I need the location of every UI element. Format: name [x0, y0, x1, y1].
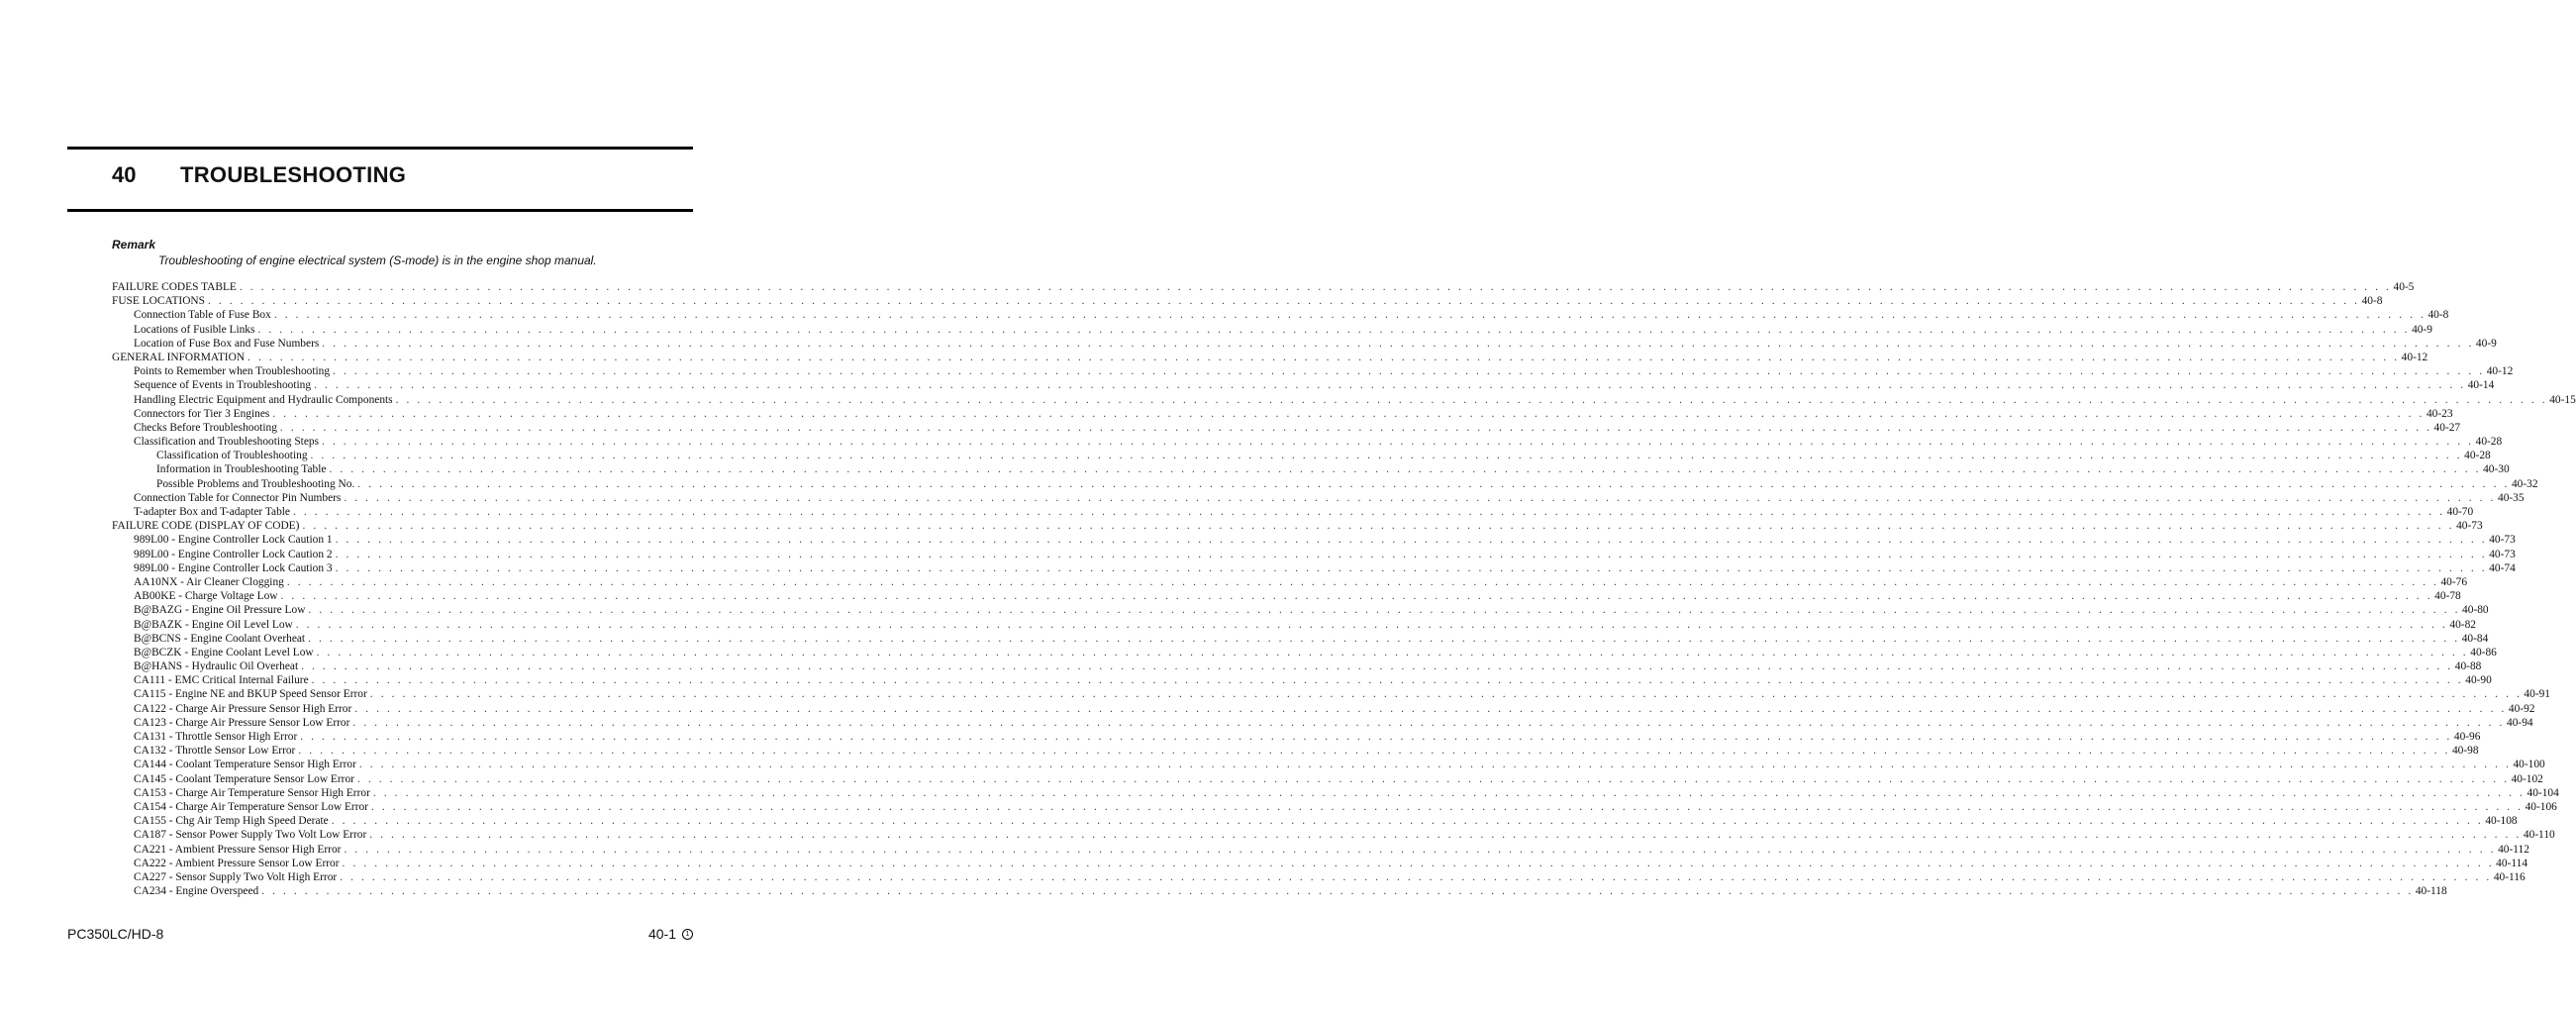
- toc-entry[interactable]: [112, 730, 2481, 744]
- toc-entry[interactable]: [112, 772, 2543, 786]
- toc-entry-page: 40-14: [2467, 379, 2495, 392]
- toc-entry-page: 40-12: [2486, 365, 2514, 378]
- toc-entry-page: 40-114: [2496, 857, 2528, 869]
- toc-leader-dots: . . . . . . . . . . . . . . . . . . . . . . . . . . . . . . . . . . . . . . . . . . . . . . . . . . . . . . . . . . . . . . . . . . . . . . . . . . . . . . . . . . . . . . . . . . . . . . . . . . . . . . . . . . . . . . . . . . . . . . . . . . . . . . . . . . . . . . . . . . . . . . . . . . . . . . . . . . . . . . . . . . . . . . . . . . . . . . . . . . . . . . . . . . . . . . . . . . . . . . . .: [293, 506, 2445, 518]
- toc-entry-title: 989L00 - Engine Controller Lock Caution 2: [134, 548, 333, 560]
- toc-entry[interactable]: [112, 870, 2526, 884]
- toc-entry-title: T-adapter Box and T-adapter Table: [134, 506, 290, 518]
- toc-entry[interactable]: [112, 673, 2492, 687]
- toc-entry[interactable]: [112, 589, 2461, 603]
- toc-entry-page: 40-27: [2433, 421, 2461, 434]
- toc-entry-title: AA10NX - Air Cleaner Clogging: [134, 575, 284, 588]
- toc-entry[interactable]: [112, 744, 2479, 758]
- toc-entry-title: Classification and Troubleshooting Steps: [134, 436, 319, 449]
- toc-entry-title: B@BCNS - Engine Coolant Overheat: [134, 632, 306, 645]
- toc-entry-title: CA115 - Engine NE and BKUP Speed Sensor Error: [134, 688, 367, 701]
- toc-entry-page: 40-23: [2426, 407, 2453, 420]
- toc-entry-title: CA234 - Engine Overspeed: [134, 885, 259, 898]
- toc-leader-dots: . . . . . . . . . . . . . . . . . . . . . . . . . . . . . . . . . . . . . . . . . . . . . . . . . . . . . . . . . . . . . . . . . . . . . . . . . . . . . . . . . . . . . . . . . . . . . . . . . . . . . . . . . . . . . . . . . . . . . . . . . . . . . . . . . . . . . . . . . . . . . . . . . . . . . . . . . . . . . . . . . . . . . . . . . . . . . . . . . . . . . . . . . . . . . . . . . . . . . . . .: [298, 745, 2450, 758]
- toc-entry-page: 40-28: [2475, 436, 2503, 449]
- footer-model: PC350LC/HD-8: [67, 926, 164, 942]
- toc-leader-dots: . . . . . . . . . . . . . . . . . . . . . . . . . . . . . . . . . . . . . . . . . . . . . . . . . . . . . . . . . . . . . . . . . . . . . . . . . . . . . . . . . . . . . . . . . . . . . . . . . . . . . . . . . . . . . . . . . . . . . . . . . . . . . . . . . . . . . . . . . . . . . . . . . . . . . . . . . . . . . . . . . . . . . . . . . . . . . . . . . . . . . . . . . . . . . . . . . . . . . . . .: [358, 759, 2512, 771]
- toc-leader-dots: . . . . . . . . . . . . . . . . . . . . . . . . . . . . . . . . . . . . . . . . . . . . . . . . . . . . . . . . . . . . . . . . . . . . . . . . . . . . . . . . . . . . . . . . . . . . . . . . . . . . . . . . . . . . . . . . . . . . . . . . . . . . . . . . . . . . . . . . . . . . . . . . . . . . . . . . . . . . . . . . . . . . . . . . . . . . . . . . . . . . . . . . . . . . . . . . . . . . . . . .: [357, 477, 2510, 490]
- toc-leader-dots: . . . . . . . . . . . . . . . . . . . . . . . . . . . . . . . . . . . . . . . . . . . . . . . . . . . . . . . . . . . . . . . . . . . . . . . . . . . . . . . . . . . . . . . . . . . . . . . . . . . . . . . . . . . . . . . . . . . . . . . . . . . . . . . . . . . . . . . . . . . . . . . . . . . . . . . . . . . . . . . . . . . . . . . . . . . . . . . . . . . . . . . . . . . . . . . . . . . . . . . .: [279, 421, 2432, 434]
- toc-entry-title: CA154 - Charge Air Temperature Sensor Low Error: [134, 800, 368, 813]
- toc-entry-title: Classification of Troubleshooting: [156, 450, 308, 462]
- toc-entry-page: 40-88: [2454, 660, 2482, 673]
- toc-leader-dots: . . . . . . . . . . . . . . . . . . . . . . . . . . . . . . . . . . . . . . . . . . . . . . . . . . . . . . . . . . . . . . . . . . . . . . . . . . . . . . . . . . . . . . . . . . . . . . . . . . . . . . . . . . . . . . . . . . . . . . . . . . . . . . . . . . . . . . . . . . . . . . . . . . . . . . . . . . . . . . . . . . . . . . . . . . . . . . . . . . . . . . . . . . . . . . . . . . . . . . . .: [335, 548, 2488, 560]
- toc-entry-page: 40-98: [2451, 745, 2479, 758]
- toc-entry-title: CA227 - Sensor Supply Two Volt High Error: [134, 870, 338, 883]
- toc-entry-title: GENERAL INFORMATION: [112, 351, 246, 363]
- toc-leader-dots: . . . . . . . . . . . . . . . . . . . . . . . . . . . . . . . . . . . . . . . . . . . . . . . . . . . . . . . . . . . . . . . . . . . . . . . . . . . . . . . . . . . . . . . . . . . . . . . . . . . . . . . . . . . . . . . . . . . . . . . . . . . . . . . . . . . . . . . . . . . . . . . . . . . . . . . . . . . . . . . . . . . . . . . . . . . . . . . . . . . . . . . . . . . . . . . . . . . . . . . .: [300, 731, 2452, 743]
- toc-entry-page: 40-100: [2513, 759, 2545, 771]
- toc-entry-page: 40-84: [2461, 632, 2489, 645]
- toc-entry-title: B@BCZK - Engine Coolant Level Low: [134, 646, 314, 659]
- toc-leader-dots: . . . . . . . . . . . . . . . . . . . . . . . . . . . . . . . . . . . . . . . . . . . . . . . . . . . . . . . . . . . . . . . . . . . . . . . . . . . . . . . . . . . . . . . . . . . . . . . . . . . . . . . . . . . . . . . . . . . . . . . . . . . . . . . . . . . . . . . . . . . . . . . . . . . . . . . . . . . . . . . . . . . . . . . . . . . . . . . . . . . . . . . . . . . . . . . . . . . . . . . .: [308, 632, 2460, 645]
- toc-entry-page: 40-8: [2361, 295, 2383, 308]
- remark-label: Remark: [112, 238, 156, 252]
- toc-entry-title: B@BAZG - Engine Oil Pressure Low: [134, 604, 306, 617]
- toc-leader-dots: . . . . . . . . . . . . . . . . . . . . . . . . . . . . . . . . . . . . . . . . . . . . . . . . . . . . . . . . . . . . . . . . . . . . . . . . . . . . . . . . . . . . . . . . . . . . . . . . . . . . . . . . . . . . . . . . . . . . . . . . . . . . . . . . . . . . . . . . . . . . . . . . . . . . . . . . . . . . . . . . . . . . . . . . . . . . . . . . . . . . . . . . . . . . . . . . . . . . . . . .: [310, 450, 2463, 462]
- toc-entry[interactable]: [112, 716, 2533, 730]
- toc-entry[interactable]: [112, 646, 2497, 659]
- toc-entry[interactable]: [112, 505, 2474, 519]
- toc-leader-dots: . . . . . . . . . . . . . . . . . . . . . . . . . . . . . . . . . . . . . . . . . . . . . . . . . . . . . . . . . . . . . . . . . . . . . . . . . . . . . . . . . . . . . . . . . . . . . . . . . . . . . . . . . . . . . . . . . . . . . . . . . . . . . . . . . . . . . . . . . . . . . . . . . . . . . . . . . . . . . . . . . . . . . . . . . . . . . . . . . . . . . . . . . . . . . . . . . . . . . . . .: [301, 660, 2453, 673]
- toc-leader-dots: . . . . . . . . . . . . . . . . . . . . . . . . . . . . . . . . . . . . . . . . . . . . . . . . . . . . . . . . . . . . . . . . . . . . . . . . . . . . . . . . . . . . . . . . . . . . . . . . . . . . . . . . . . . . . . . . . . . . . . . . . . . . . . . . . . . . . . . . . . . . . . . . . . . . . . . . . . . . . . . . . . . . . . . . . . . . . . . . . . . . . . . . . . . . . . . . . . . . . . . .: [395, 393, 2548, 406]
- toc-entry-page: 40-102: [2511, 772, 2543, 785]
- toc-entry[interactable]: [112, 477, 2538, 491]
- toc-entry-title: CA153 - Charge Air Temperature Sensor High Error: [134, 786, 370, 799]
- toc-leader-dots: . . . . . . . . . . . . . . . . . . . . . . . . . . . . . . . . . . . . . . . . . . . . . . . . . . . . . . . . . . . . . . . . . . . . . . . . . . . . . . . . . . . . . . . . . . . . . . . . . . . . . . . . . . . . . . . . . . . . . . . . . . . . . . . . . . . . . . . . . . . . . . . . . . . . . . . . . . . . . . . . . . . . . . . . . . . . . . . . . . . . . . . . . . . . . . . . . . . . . . . .: [344, 491, 2496, 504]
- toc-entry-title: CA155 - Chg Air Temp High Speed Derate: [134, 815, 329, 828]
- top-rule: [67, 147, 693, 150]
- toc-entry-page: 40-32: [2511, 477, 2538, 490]
- toc-entry-page: 40-73: [2489, 548, 2516, 560]
- toc-entry-title: FAILURE CODE (DISPLAY OF CODE): [112, 520, 300, 533]
- toc-leader-dots: . . . . . . . . . . . . . . . . . . . . . . . . . . . . . . . . . . . . . . . . . . . . . . . . . . . . . . . . . . . . . . . . . . . . . . . . . . . . . . . . . . . . . . . . . . . . . . . . . . . . . . . . . . . . . . . . . . . . . . . . . . . . . . . . . . . . . . . . . . . . . . . . . . . . . . . . . . . . . . . . . . . . . . . . . . . . . . . . . . . . . . . . . . . . . . . . . . . . . . . .: [295, 618, 2448, 631]
- toc-entry-title: Checks Before Troubleshooting: [134, 421, 277, 434]
- toc-entry-title: Locations of Fusible Links: [134, 323, 255, 336]
- chapter-number: 40: [112, 162, 137, 187]
- toc-entry-page: 40-118: [2415, 885, 2447, 898]
- toc-entry[interactable]: [112, 351, 2428, 364]
- toc-entry[interactable]: [112, 618, 2476, 632]
- toc-entry-page: 40-74: [2489, 561, 2516, 574]
- toc-entry-title: B@HANS - Hydraulic Oil Overheat: [134, 660, 299, 673]
- toc-leader-dots: . . . . . . . . . . . . . . . . . . . . . . . . . . . . . . . . . . . . . . . . . . . . . . . . . . . . . . . . . . . . . . . . . . . . . . . . . . . . . . . . . . . . . . . . . . . . . . . . . . . . . . . . . . . . . . . . . . . . . . . . . . . . . . . . . . . . . . . . . . . . . . . . . . . . . . . . . . . . . . . . . . . . . . . . . . . . . . . . . . . . . . . . . . . . . . . . . . . . . . . .: [340, 870, 2492, 883]
- toc-entry[interactable]: [112, 758, 2545, 771]
- toc-entry-page: 40-35: [2498, 491, 2525, 504]
- toc-entry-title: Information in Troubleshooting Table: [156, 463, 327, 476]
- toc-leader-dots: . . . . . . . . . . . . . . . . . . . . . . . . . . . . . . . . . . . . . . . . . . . . . . . . . . . . . . . . . . . . . . . . . . . . . . . . . . . . . . . . . . . . . . . . . . . . . . . . . . . . . . . . . . . . . . . . . . . . . . . . . . . . . . . . . . . . . . . . . . . . . . . . . . . . . . . . . . . . . . . . . . . . . . . . . . . . . . . . . . . . . . . . . . . . . . . . . . . . . . . .: [356, 772, 2510, 785]
- chapter-title: TROUBLESHOOTING: [180, 162, 407, 187]
- toc-entry[interactable]: [112, 702, 2535, 716]
- toc-entry-page: 40-9: [2412, 323, 2432, 336]
- toc-entry-page: 40-30: [2483, 463, 2510, 476]
- toc-leader-dots: . . . . . . . . . . . . . . . . . . . . . . . . . . . . . . . . . . . . . . . . . . . . . . . . . . . . . . . . . . . . . . . . . . . . . . . . . . . . . . . . . . . . . . . . . . . . . . . . . . . . . . . . . . . . . . . . . . . . . . . . . . . . . . . . . . . . . . . . . . . . . . . . . . . . . . . . . . . . . . . . . . . . . . . . . . . . . . . . . . . . . . . . . . . . . . . . . . . . . . . .: [257, 323, 2411, 336]
- toc-entry-page: 40-73: [2456, 520, 2483, 533]
- page-number: 40-1: [647, 926, 676, 942]
- toc-entry[interactable]: [112, 814, 2518, 828]
- toc-entry-page: 40-104: [2526, 786, 2559, 799]
- toc-entry-page: 40-82: [2449, 618, 2476, 631]
- toc-entry-title: Connection Table of Fuse Box: [134, 309, 271, 322]
- toc-entry[interactable]: [112, 561, 2516, 575]
- toc-entry-title: CA111 - EMC Critical Internal Failure: [134, 674, 309, 687]
- footer-page-number: [648, 926, 693, 942]
- toc-leader-dots: . . . . . . . . . . . . . . . . . . . . . . . . . . . . . . . . . . . . . . . . . . . . . . . . . . . . . . . . . . . . . . . . . . . . . . . . . . . . . . . . . . . . . . . . . . . . . . . . . . . . . . . . . . . . . . . . . . . . . . . . . . . . . . . . . . . . . . . . . . . . . . . . . . . . . . . . . . . . . . . . . . . . . . . . . . . . . . . . . . . . . . . . . . . . . . . . . . . . . . . .: [314, 379, 2466, 392]
- toc-entry[interactable]: [112, 449, 2491, 462]
- toc-entry-title: 989L00 - Engine Controller Lock Caution 3: [134, 561, 333, 574]
- toc-entry-title: Points to Remember when Troubleshooting: [134, 365, 331, 378]
- toc-entry[interactable]: [112, 800, 2557, 814]
- toc-entry[interactable]: [112, 857, 2528, 870]
- toc-entry-page: 40-9: [2475, 337, 2497, 350]
- toc-entry-page: 40-70: [2446, 506, 2474, 518]
- toc-entry-title: CA221 - Ambient Pressure Sensor High Error: [134, 843, 342, 856]
- toc-leader-dots: . . . . . . . . . . . . . . . . . . . . . . . . . . . . . . . . . . . . . . . . . . . . . . . . . . . . . . . . . . . . . . . . . . . . . . . . . . . . . . . . . . . . . . . . . . . . . . . . . . . . . . . . . . . . . . . . . . . . . . . . . . . . . . . . . . . . . . . . . . . . . . . . . . . . . . . . . . . . . . . . . . . . . . . . . . . . . . . . . . . . . . . . . . . . . . . . . . . . . . . .: [273, 309, 2427, 322]
- toc-entry[interactable]: [112, 491, 2525, 505]
- toc-leader-dots: . . . . . . . . . . . . . . . . . . . . . . . . . . . . . . . . . . . . . . . . . . . . . . . . . . . . . . . . . . . . . . . . . . . . . . . . . . . . . . . . . . . . . . . . . . . . . . . . . . . . . . . . . . . . . . . . . . . . . . . . . . . . . . . . . . . . . . . . . . . . . . . . . . . . . . . . . . . . . . . . . . . . . . . . . . . . . . . . . . . . . . . . . . . . . . . . . . . . . . . .: [239, 281, 2392, 293]
- toc-leader-dots: . . . . . . . . . . . . . . . . . . . . . . . . . . . . . . . . . . . . . . . . . . . . . . . . . . . . . . . . . . . . . . . . . . . . . . . . . . . . . . . . . . . . . . . . . . . . . . . . . . . . . . . . . . . . . . . . . . . . . . . . . . . . . . . . . . . . . . . . . . . . . . . . . . . . . . . . . . . . . . . . . . . . . . . . . . . . . . . . . . . . . . . . . . . . . . . . . . . . . . . .: [333, 365, 2485, 378]
- toc-leader-dots: . . . . . . . . . . . . . . . . . . . . . . . . . . . . . . . . . . . . . . . . . . . . . . . . . . . . . . . . . . . . . . . . . . . . . . . . . . . . . . . . . . . . . . . . . . . . . . . . . . . . . . . . . . . . . . . . . . . . . . . . . . . . . . . . . . . . . . . . . . . . . . . . . . . . . . . . . . . . . . . . . . . . . . . . . . . . . . . . . . . . . . . . . . . . . . . . . . . . . . . .: [272, 407, 2425, 420]
- toc-entry[interactable]: [112, 603, 2489, 617]
- toc-leader-dots: . . . . . . . . . . . . . . . . . . . . . . . . . . . . . . . . . . . . . . . . . . . . . . . . . . . . . . . . . . . . . . . . . . . . . . . . . . . . . . . . . . . . . . . . . . . . . . . . . . . . . . . . . . . . . . . . . . . . . . . . . . . . . . . . . . . . . . . . . . . . . . . . . . . . . . . . . . . . . . . . . . . . . . . . . . . . . . . . . . . . . . . . . . . . . . . . . . . . . . . .: [370, 800, 2524, 813]
- toc-entry[interactable]: [112, 435, 2503, 449]
- remark-text: Troubleshooting of engine electrical system (S-mode) is in the engine shop manual.: [158, 254, 597, 267]
- toc-leader-dots: . . . . . . . . . . . . . . . . . . . . . . . . . . . . . . . . . . . . . . . . . . . . . . . . . . . . . . . . . . . . . . . . . . . . . . . . . . . . . . . . . . . . . . . . . . . . . . . . . . . . . . . . . . . . . . . . . . . . . . . . . . . . . . . . . . . . . . . . . . . . . . . . . . . . . . . . . . . . . . . . . . . . . . . . . . . . . . . . . . . . . . . . . . . . . . . . . . . . . . . .: [302, 520, 2455, 533]
- toc-entry-title: Sequence of Events in Troubleshooting: [134, 379, 312, 392]
- toc-entry[interactable]: [112, 884, 2447, 898]
- toc-leader-dots: . . . . . . . . . . . . . . . . . . . . . . . . . . . . . . . . . . . . . . . . . . . . . . . . . . . . . . . . . . . . . . . . . . . . . . . . . . . . . . . . . . . . . . . . . . . . . . . . . . . . . . . . . . . . . . . . . . . . . . . . . . . . . . . . . . . . . . . . . . . . . . . . . . . . . . . . . . . . . . . . . . . . . . . . . . . . . . . . . . . . . . . . . . . . . . . . . . . . . . . .: [261, 885, 2414, 898]
- toc-entry-title: B@BAZK - Engine Oil Level Low: [134, 618, 293, 631]
- toc-entry-page: 40-110: [2523, 829, 2555, 842]
- toc-entry[interactable]: [112, 519, 2483, 533]
- toc-entry-page: 40-76: [2440, 575, 2468, 588]
- toc-entry-title: CA132 - Throttle Sensor Low Error: [134, 745, 296, 758]
- toc-entry-page: 40-73: [2489, 534, 2516, 547]
- toc-entry[interactable]: [112, 828, 2555, 842]
- toc-entry-page: 40-106: [2525, 800, 2557, 813]
- toc-entry[interactable]: [112, 786, 2559, 800]
- toc-entry[interactable]: [112, 548, 2516, 561]
- toc-entry[interactable]: [112, 294, 2383, 308]
- toc-entry-page: 40-12: [2401, 351, 2428, 363]
- toc-entry[interactable]: [112, 843, 2529, 857]
- toc-leader-dots: . . . . . . . . . . . . . . . . . . . . . . . . . . . . . . . . . . . . . . . . . . . . . . . . . . . . . . . . . . . . . . . . . . . . . . . . . . . . . . . . . . . . . . . . . . . . . . . . . . . . . . . . . . . . . . . . . . . . . . . . . . . . . . . . . . . . . . . . . . . . . . . . . . . . . . . . . . . . . . . . . . . . . . . . . . . . . . . . . . . . . . . . . . . . . . . . . . . . . . . .: [329, 463, 2482, 476]
- toc-entry[interactable]: [112, 364, 2514, 378]
- toc-entry-title: CA123 - Charge Air Pressure Sensor Low Error: [134, 716, 350, 729]
- toc-entry[interactable]: [112, 393, 2576, 407]
- toc-entry-title: CA122 - Charge Air Pressure Sensor High Error: [134, 702, 352, 715]
- toc-entry[interactable]: [112, 323, 2432, 337]
- toc-leader-dots: . . . . . . . . . . . . . . . . . . . . . . . . . . . . . . . . . . . . . . . . . . . . . . . . . . . . . . . . . . . . . . . . . . . . . . . . . . . . . . . . . . . . . . . . . . . . . . . . . . . . . . . . . . . . . . . . . . . . . . . . . . . . . . . . . . . . . . . . . . . . . . . . . . . . . . . . . . . . . . . . . . . . . . . . . . . . . . . . . . . . . . . . . . . . . . . . . . . . . . . .: [331, 815, 2484, 828]
- toc-entry-title: Handling Electric Equipment and Hydraulic Components: [134, 393, 393, 406]
- toc-entry-title: 989L00 - Engine Controller Lock Caution 1: [134, 534, 333, 547]
- toc-entry-page: 40-90: [2465, 674, 2492, 687]
- toc-leader-dots: . . . . . . . . . . . . . . . . . . . . . . . . . . . . . . . . . . . . . . . . . . . . . . . . . . . . . . . . . . . . . . . . . . . . . . . . . . . . . . . . . . . . . . . . . . . . . . . . . . . . . . . . . . . . . . . . . . . . . . . . . . . . . . . . . . . . . . . . . . . . . . . . . . . . . . . . . . . . . . . . . . . . . . . . . . . . . . . . . . . . . . . . . . . . . . . . . . . . . . . .: [248, 351, 2400, 363]
- toc-entry[interactable]: [112, 308, 2449, 322]
- toc-entry-page: 40-96: [2453, 731, 2481, 743]
- toc-entry-title: CA145 - Coolant Temperature Sensor Low Error: [134, 772, 354, 785]
- toc-leader-dots: . . . . . . . . . . . . . . . . . . . . . . . . . . . . . . . . . . . . . . . . . . . . . . . . . . . . . . . . . . . . . . . . . . . . . . . . . . . . . . . . . . . . . . . . . . . . . . . . . . . . . . . . . . . . . . . . . . . . . . . . . . . . . . . . . . . . . . . . . . . . . . . . . . . . . . . . . . . . . . . . . . . . . . . . . . . . . . . . . . . . . . . . . . . . . . . . . . . . . . . .: [372, 786, 2526, 799]
- toc-entry-page: 40-28: [2464, 450, 2491, 462]
- toc-leader-dots: . . . . . . . . . . . . . . . . . . . . . . . . . . . . . . . . . . . . . . . . . . . . . . . . . . . . . . . . . . . . . . . . . . . . . . . . . . . . . . . . . . . . . . . . . . . . . . . . . . . . . . . . . . . . . . . . . . . . . . . . . . . . . . . . . . . . . . . . . . . . . . . . . . . . . . . . . . . . . . . . . . . . . . . . . . . . . . . . . . . . . . . . . . . . . . . . . . . . . . . .: [335, 534, 2488, 547]
- toc-entry-title: CA131 - Throttle Sensor High Error: [134, 731, 298, 743]
- toc-entry-page: 40-8: [2427, 309, 2449, 322]
- toc-entry[interactable]: [112, 659, 2482, 673]
- toc-entry[interactable]: [112, 533, 2516, 547]
- toc-entry-page: 40-116: [2493, 870, 2526, 883]
- toc-entry[interactable]: [112, 378, 2495, 392]
- toc-entry-page: 40-92: [2508, 702, 2535, 715]
- toc-entry-title: AB00KE - Charge Voltage Low: [134, 590, 278, 603]
- toc-leader-dots: . . . . . . . . . . . . . . . . . . . . . . . . . . . . . . . . . . . . . . . . . . . . . . . . . . . . . . . . . . . . . . . . . . . . . . . . . . . . . . . . . . . . . . . . . . . . . . . . . . . . . . . . . . . . . . . . . . . . . . . . . . . . . . . . . . . . . . . . . . . . . . . . . . . . . . . . . . . . . . . . . . . . . . . . . . . . . . . . . . . . . . . . . . . . . . . . . . . . . . . .: [335, 561, 2488, 574]
- toc-entry-page: 40-108: [2485, 815, 2518, 828]
- bottom-rule: [67, 209, 693, 212]
- toc-leader-dots: . . . . . . . . . . . . . . . . . . . . . . . . . . . . . . . . . . . . . . . . . . . . . . . . . . . . . . . . . . . . . . . . . . . . . . . . . . . . . . . . . . . . . . . . . . . . . . . . . . . . . . . . . . . . . . . . . . . . . . . . . . . . . . . . . . . . . . . . . . . . . . . . . . . . . . . . . . . . . . . . . . . . . . . . . . . . . . . . . . . . . . . . . . . . . . . . . . . . . . . .: [369, 829, 2522, 842]
- revision-mark-icon: 1: [682, 929, 693, 940]
- toc-entry-page: 40-5: [2393, 281, 2415, 293]
- toc-entry[interactable]: [112, 575, 2468, 589]
- toc-entry[interactable]: [112, 421, 2461, 435]
- toc-entry[interactable]: [112, 337, 2497, 351]
- toc-entry[interactable]: [112, 687, 2550, 701]
- toc-entry-page: 40-112: [2498, 843, 2529, 856]
- toc-entry-page: 40-94: [2507, 716, 2533, 729]
- toc-entry-page: 40-15: [2549, 393, 2576, 406]
- toc-entry-title: CA187 - Sensor Power Supply Two Volt Low Error: [134, 829, 367, 842]
- toc-entry-title: FUSE LOCATIONS: [112, 295, 205, 308]
- toc-entry-title: CA144 - Coolant Temperature Sensor High Error: [134, 759, 356, 771]
- toc-entry-title: Location of Fuse Box and Fuse Numbers: [134, 337, 320, 350]
- toc-leader-dots: . . . . . . . . . . . . . . . . . . . . . . . . . . . . . . . . . . . . . . . . . . . . . . . . . . . . . . . . . . . . . . . . . . . . . . . . . . . . . . . . . . . . . . . . . . . . . . . . . . . . . . . . . . . . . . . . . . . . . . . . . . . . . . . . . . . . . . . . . . . . . . . . . . . . . . . . . . . . . . . . . . . . . . . . . . . . . . . . . . . . . . . . . . . . . . . . . . . . . . . .: [316, 646, 2469, 659]
- toc-entry-page: 40-78: [2434, 590, 2461, 603]
- toc-entry[interactable]: [112, 462, 2510, 476]
- table-of-contents: [112, 280, 2576, 898]
- toc-entry-page: 40-86: [2470, 646, 2497, 659]
- toc-leader-dots: . . . . . . . . . . . . . . . . . . . . . . . . . . . . . . . . . . . . . . . . . . . . . . . . . . . . . . . . . . . . . . . . . . . . . . . . . . . . . . . . . . . . . . . . . . . . . . . . . . . . . . . . . . . . . . . . . . . . . . . . . . . . . . . . . . . . . . . . . . . . . . . . . . . . . . . . . . . . . . . . . . . . . . . . . . . . . . . . . . . . . . . . . . . . . . . . . . . . . . . .: [280, 590, 2433, 603]
- toc-leader-dots: . . . . . . . . . . . . . . . . . . . . . . . . . . . . . . . . . . . . . . . . . . . . . . . . . . . . . . . . . . . . . . . . . . . . . . . . . . . . . . . . . . . . . . . . . . . . . . . . . . . . . . . . . . . . . . . . . . . . . . . . . . . . . . . . . . . . . . . . . . . . . . . . . . . . . . . . . . . . . . . . . . . . . . . . . . . . . . . . . . . . . . . . . . . . . . . . . . . . . . . .: [286, 575, 2439, 588]
- toc-entry-title: Connectors for Tier 3 Engines: [134, 407, 270, 420]
- toc-entry-page: 40-91: [2524, 688, 2550, 701]
- toc-entry-title: FAILURE CODES TABLE: [112, 281, 237, 293]
- toc-leader-dots: . . . . . . . . . . . . . . . . . . . . . . . . . . . . . . . . . . . . . . . . . . . . . . . . . . . . . . . . . . . . . . . . . . . . . . . . . . . . . . . . . . . . . . . . . . . . . . . . . . . . . . . . . . . . . . . . . . . . . . . . . . . . . . . . . . . . . . . . . . . . . . . . . . . . . . . . . . . . . . . . . . . . . . . . . . . . . . . . . . . . . . . . . . . . . . . . . . . . . . . .: [207, 295, 2360, 308]
- toc-leader-dots: . . . . . . . . . . . . . . . . . . . . . . . . . . . . . . . . . . . . . . . . . . . . . . . . . . . . . . . . . . . . . . . . . . . . . . . . . . . . . . . . . . . . . . . . . . . . . . . . . . . . . . . . . . . . . . . . . . . . . . . . . . . . . . . . . . . . . . . . . . . . . . . . . . . . . . . . . . . . . . . . . . . . . . . . . . . . . . . . . . . . . . . . . . . . . . . . . . . . . . . .: [352, 716, 2506, 729]
- toc-entry-title: CA222 - Ambient Pressure Sensor Low Error: [134, 857, 340, 869]
- toc-entry-page: 40-80: [2462, 604, 2489, 617]
- toc-leader-dots: . . . . . . . . . . . . . . . . . . . . . . . . . . . . . . . . . . . . . . . . . . . . . . . . . . . . . . . . . . . . . . . . . . . . . . . . . . . . . . . . . . . . . . . . . . . . . . . . . . . . . . . . . . . . . . . . . . . . . . . . . . . . . . . . . . . . . . . . . . . . . . . . . . . . . . . . . . . . . . . . . . . . . . . . . . . . . . . . . . . . . . . . . . . . . . . . . . . . . . . .: [308, 604, 2461, 617]
- toc-entry[interactable]: [112, 407, 2453, 421]
- toc-leader-dots: . . . . . . . . . . . . . . . . . . . . . . . . . . . . . . . . . . . . . . . . . . . . . . . . . . . . . . . . . . . . . . . . . . . . . . . . . . . . . . . . . . . . . . . . . . . . . . . . . . . . . . . . . . . . . . . . . . . . . . . . . . . . . . . . . . . . . . . . . . . . . . . . . . . . . . . . . . . . . . . . . . . . . . . . . . . . . . . . . . . . . . . . . . . . . . . . . . . . . . . .: [311, 674, 2464, 687]
- toc-entry-title: Connection Table for Connector Pin Numbers: [134, 491, 342, 504]
- toc-entry-title: Possible Problems and Troubleshooting No.: [156, 477, 355, 490]
- toc-leader-dots: . . . . . . . . . . . . . . . . . . . . . . . . . . . . . . . . . . . . . . . . . . . . . . . . . . . . . . . . . . . . . . . . . . . . . . . . . . . . . . . . . . . . . . . . . . . . . . . . . . . . . . . . . . . . . . . . . . . . . . . . . . . . . . . . . . . . . . . . . . . . . . . . . . . . . . . . . . . . . . . . . . . . . . . . . . . . . . . . . . . . . . . . . . . . . . . . . . . . . . . .: [342, 857, 2495, 869]
- toc-leader-dots: . . . . . . . . . . . . . . . . . . . . . . . . . . . . . . . . . . . . . . . . . . . . . . . . . . . . . . . . . . . . . . . . . . . . . . . . . . . . . . . . . . . . . . . . . . . . . . . . . . . . . . . . . . . . . . . . . . . . . . . . . . . . . . . . . . . . . . . . . . . . . . . . . . . . . . . . . . . . . . . . . . . . . . . . . . . . . . . . . . . . . . . . . . . . . . . . . . . . . . . .: [322, 337, 2474, 350]
- toc-leader-dots: . . . . . . . . . . . . . . . . . . . . . . . . . . . . . . . . . . . . . . . . . . . . . . . . . . . . . . . . . . . . . . . . . . . . . . . . . . . . . . . . . . . . . . . . . . . . . . . . . . . . . . . . . . . . . . . . . . . . . . . . . . . . . . . . . . . . . . . . . . . . . . . . . . . . . . . . . . . . . . . . . . . . . . . . . . . . . . . . . . . . . . . . . . . . . . . . . . . . . . . .: [369, 688, 2523, 701]
- toc-entry[interactable]: [112, 632, 2489, 646]
- toc-leader-dots: . . . . . . . . . . . . . . . . . . . . . . . . . . . . . . . . . . . . . . . . . . . . . . . . . . . . . . . . . . . . . . . . . . . . . . . . . . . . . . . . . . . . . . . . . . . . . . . . . . . . . . . . . . . . . . . . . . . . . . . . . . . . . . . . . . . . . . . . . . . . . . . . . . . . . . . . . . . . . . . . . . . . . . . . . . . . . . . . . . . . . . . . . . . . . . . . . . . . . . . .: [354, 702, 2507, 715]
- toc-entry[interactable]: [112, 280, 2415, 294]
- toc-leader-dots: . . . . . . . . . . . . . . . . . . . . . . . . . . . . . . . . . . . . . . . . . . . . . . . . . . . . . . . . . . . . . . . . . . . . . . . . . . . . . . . . . . . . . . . . . . . . . . . . . . . . . . . . . . . . . . . . . . . . . . . . . . . . . . . . . . . . . . . . . . . . . . . . . . . . . . . . . . . . . . . . . . . . . . . . . . . . . . . . . . . . . . . . . . . . . . . . . . . . . . . .: [344, 843, 2497, 856]
- toc-leader-dots: . . . . . . . . . . . . . . . . . . . . . . . . . . . . . . . . . . . . . . . . . . . . . . . . . . . . . . . . . . . . . . . . . . . . . . . . . . . . . . . . . . . . . . . . . . . . . . . . . . . . . . . . . . . . . . . . . . . . . . . . . . . . . . . . . . . . . . . . . . . . . . . . . . . . . . . . . . . . . . . . . . . . . . . . . . . . . . . . . . . . . . . . . . . . . . . . . . . . . . . .: [322, 436, 2474, 449]
